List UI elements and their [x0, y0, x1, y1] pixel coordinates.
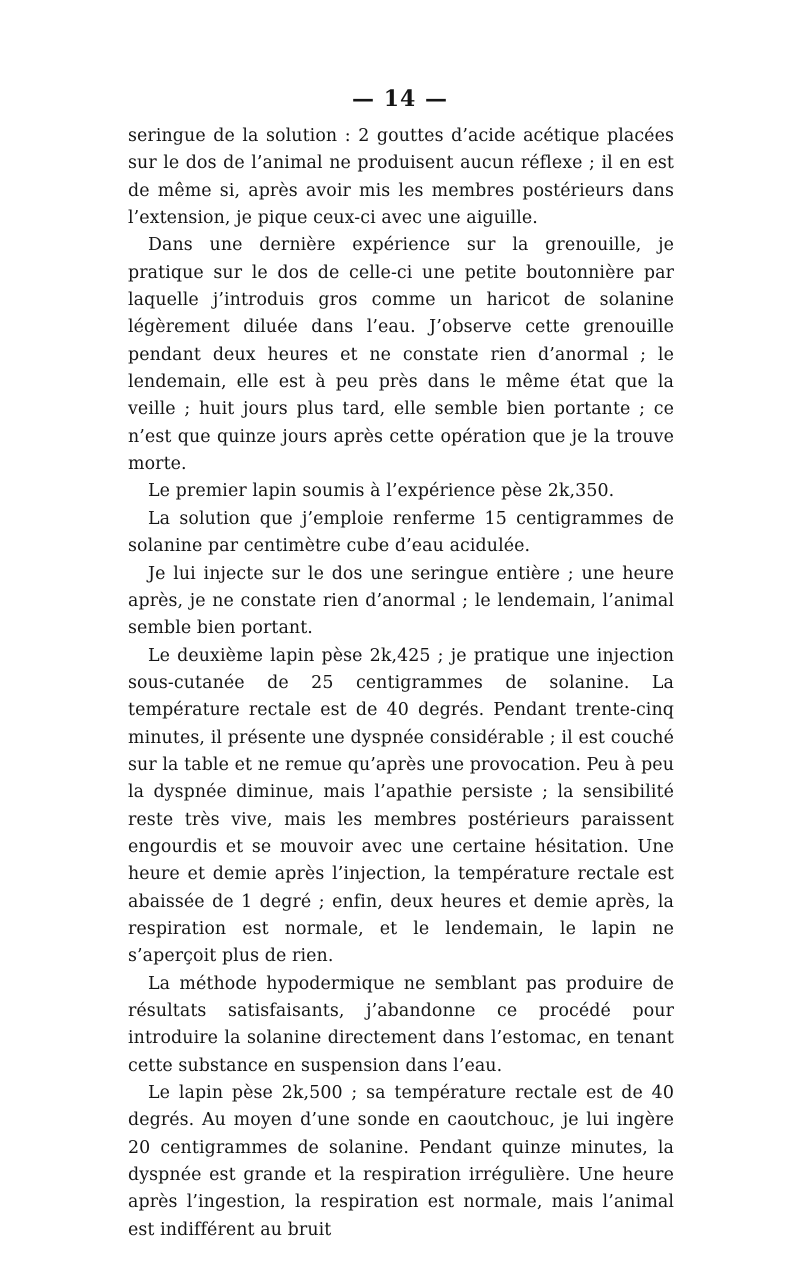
paragraph-5: Je lui injecte sur le dos une seringue entière ; une heure après, je ne constate rien d’anormal ; le lendemain, l’animal semble bien portant.: [128, 563, 674, 639]
paragraph-4: La solution que j’emploie renferme 15 centigrammes de solanine par centimètre cube d’eau acidulée.: [128, 508, 674, 557]
paragraph-3: Le premier lapin soumis à l’expérience pèse 2k,350.: [148, 481, 615, 502]
page-number: — 14 —: [352, 86, 448, 112]
paragraph-7: La méthode hypodermique ne semblant pas produire de résultats satisfaisants, j’abandonne ce procédé pour introduire la solanine directement dans l’estomac, en tenant cette substance en suspension dans l’eau.: [128, 973, 674, 1076]
paragraph-6: Le deuxième lapin pèse 2k,425 ; je pratique une injection sous-cutanée de 25 centigrammes de solanine. La température rectale est de 40 degrés. Pendant trente-cinq minutes, il présente une dyspnée considérable ; il est couché sur la table et ne remue qu’après une provocation. Peu à peu la dyspnée diminue, mais l’apathie persiste ; la sensibilité reste très vive, mais les membres postérieurs paraissent engourdis et se mouvoir avec une certaine hésitation. Une heure et demie après l’injection, la température rectale est abaissée de 1 degré ; enfin, deux heures et demie après, la respiration est normale, et le lendemain, le lapin ne s’aperçoit plus de rien.: [128, 645, 674, 967]
page-body: [128, 123, 674, 1244]
paragraph-8: Le lapin pèse 2k,500 ; sa température rectale est de 40 degrés. Au moyen d’une sonde en caoutchouc, je lui ingère 20 centigrammes de solanine. Pendant quinze minutes, la dyspnée est grande et la respiration irrégulière. Une heure après l’ingestion, la respiration est normale, mais l’animal est indifférent au bruit: [128, 1083, 674, 1240]
paragraph-2: Dans une dernière expérience sur la grenouille, je pratique sur le dos de celle-ci une petite boutonnière par laquelle j’introduis gros comme un haricot de solanine légèrement diluée dans l’eau. J’observe cette grenouille pendant deux heures et ne constate rien d’anormal ; le lendemain, elle est à peu près dans le même état que la veille ; huit jours plus tard, elle semble bien portante ; ce n’est que quinze jours après cette opération que je la trouve morte.: [128, 235, 674, 475]
paragraph-1: seringue de la solution : 2 gouttes d’acide acétique placées sur le dos de l’animal ne produisent aucun réflexe ; il en est de même si, après avoir mis les membres postérieurs dans l’extension, je pique ceux-ci avec une aiguille.: [128, 126, 674, 229]
